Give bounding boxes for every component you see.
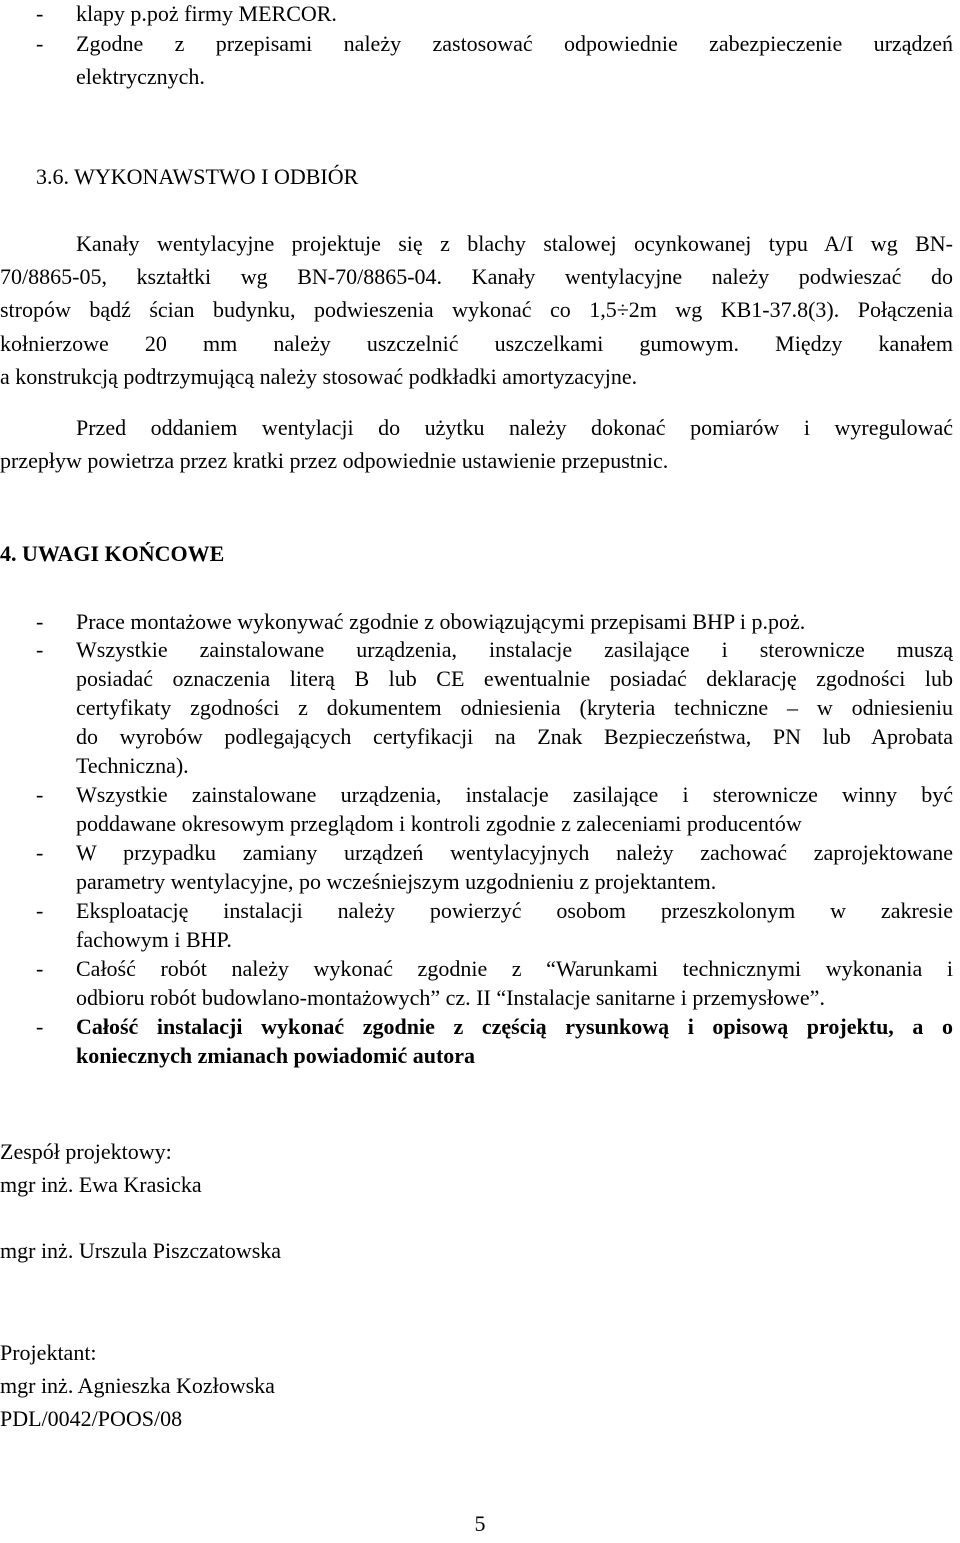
list-item-text: Całość instalacji wykonać zgodnie z częścią rysunkową i opisową projektu, a o <box>76 1014 953 1039</box>
paragraph-line: przepływ powietrza przez kratki przez odpowiednie ustawienie przepustnic. <box>0 448 669 473</box>
section-heading: 4. UWAGI KOŃCOWE <box>0 541 225 566</box>
paragraph-line: kołnierzowe 20 mm należy uszczelnić uszczelkami gumowym. Między kanałem <box>0 331 953 356</box>
designer-name: mgr inż. Agnieszka Kozłowska <box>0 1373 275 1398</box>
paragraph-line: stropów bądź ścian budynku, podwieszenia wykonać co 1,5÷2m wg KB1-37.8(3). Połączenia <box>0 297 953 322</box>
list-item-text: klapy p.poż firmy MERCOR. <box>76 1 337 26</box>
list-item-text: Całość robót należy wykonać zgodnie z “Warunkami technicznymi wykonania i <box>76 956 953 981</box>
list-item-text: elektrycznych. <box>76 64 205 89</box>
list-item-dash: - <box>36 1 44 26</box>
list-item-text: W przypadku zamiany urządzeń wentylacyjnych należy zachować zaprojektowane <box>76 840 953 865</box>
list-item-dash: - <box>36 956 44 981</box>
list-item-dash: - <box>36 31 44 56</box>
list-item-text: fachowym i BHP. <box>76 927 232 952</box>
list-item-dash: - <box>36 637 44 662</box>
list-item-text: Wszystkie zainstalowane urządzenia, instalacje zasilające i sterownicze winny być <box>76 782 953 807</box>
team-member: mgr inż. Urszula Piszczatowska <box>0 1238 282 1263</box>
list-item-dash: - <box>36 840 44 865</box>
list-item-text: parametry wentylacyjne, po wcześniejszym uzgodnieniu z projektantem. <box>76 869 717 894</box>
paragraph-line: Przed oddaniem wentylacji do użytku należy dokonać pomiarów i wyregulować <box>76 415 953 440</box>
page-number: 5 <box>474 1511 486 1536</box>
designer-label: Projektant: <box>0 1340 97 1365</box>
list-item-text: Wszystkie zainstalowane urządzenia, instalacje zasilające i sterownicze muszą <box>76 637 953 662</box>
team-label: Zespół projektowy: <box>0 1139 172 1164</box>
team-member: mgr inż. Ewa Krasicka <box>0 1172 202 1197</box>
section-heading: 3.6. WYKONAWSTWO I ODBIÓR <box>36 164 359 189</box>
list-item-text: Zgodne z przepisami należy zastosować odpowiednie zabezpieczenie urządzeń <box>76 31 953 56</box>
list-item-text: koniecznych zmianach powiadomić autora <box>76 1043 476 1068</box>
list-item-text: certyfikaty zgodności z dokumentem odniesienia (kryteria techniczne – w odniesieniu <box>76 695 953 720</box>
designer-license: PDL/0042/POOS/08 <box>0 1406 183 1431</box>
list-item-text: Prace montażowe wykonywać zgodnie z obowiązującymi przepisami BHP i p.poż. <box>76 609 806 634</box>
list-item-dash: - <box>36 782 44 807</box>
list-item-dash: - <box>36 609 44 634</box>
paragraph-line: Kanały wentylacyjne projektuje się z blachy stalowej ocynkowanej typu A/I wg BN- <box>76 231 953 256</box>
list-item-text: Techniczna). <box>76 753 189 778</box>
list-item-text: Eksploatację instalacji należy powierzyć osobom przeszkolonym w zakresie <box>76 898 953 923</box>
list-item-text: posiadać oznaczenia literą B lub CE ewentualnie posiadać deklarację zgodności lub <box>76 666 953 691</box>
paragraph-line: a konstrukcją podtrzymującą należy stosować podkładki amortyzacyjne. <box>0 364 638 389</box>
list-item-text: poddawane okresowym przeglądom i kontroli zgodnie z zaleceniami producentów <box>76 811 802 836</box>
list-item-dash: - <box>36 1014 44 1039</box>
paragraph-line: 70/8865-05, kształtki wg BN-70/8865-04. Kanały wentylacyjne należy podwieszać do <box>0 264 953 289</box>
list-item-dash: - <box>36 898 44 923</box>
list-item-text: do wyrobów podlegających certyfikacji na Znak Bezpieczeństwa, PN lub Aprobata <box>76 724 953 749</box>
list-item-text: odbioru robót budowlano-montażowych” cz. II “Instalacje sanitarne i przemysłowe”. <box>76 985 825 1010</box>
